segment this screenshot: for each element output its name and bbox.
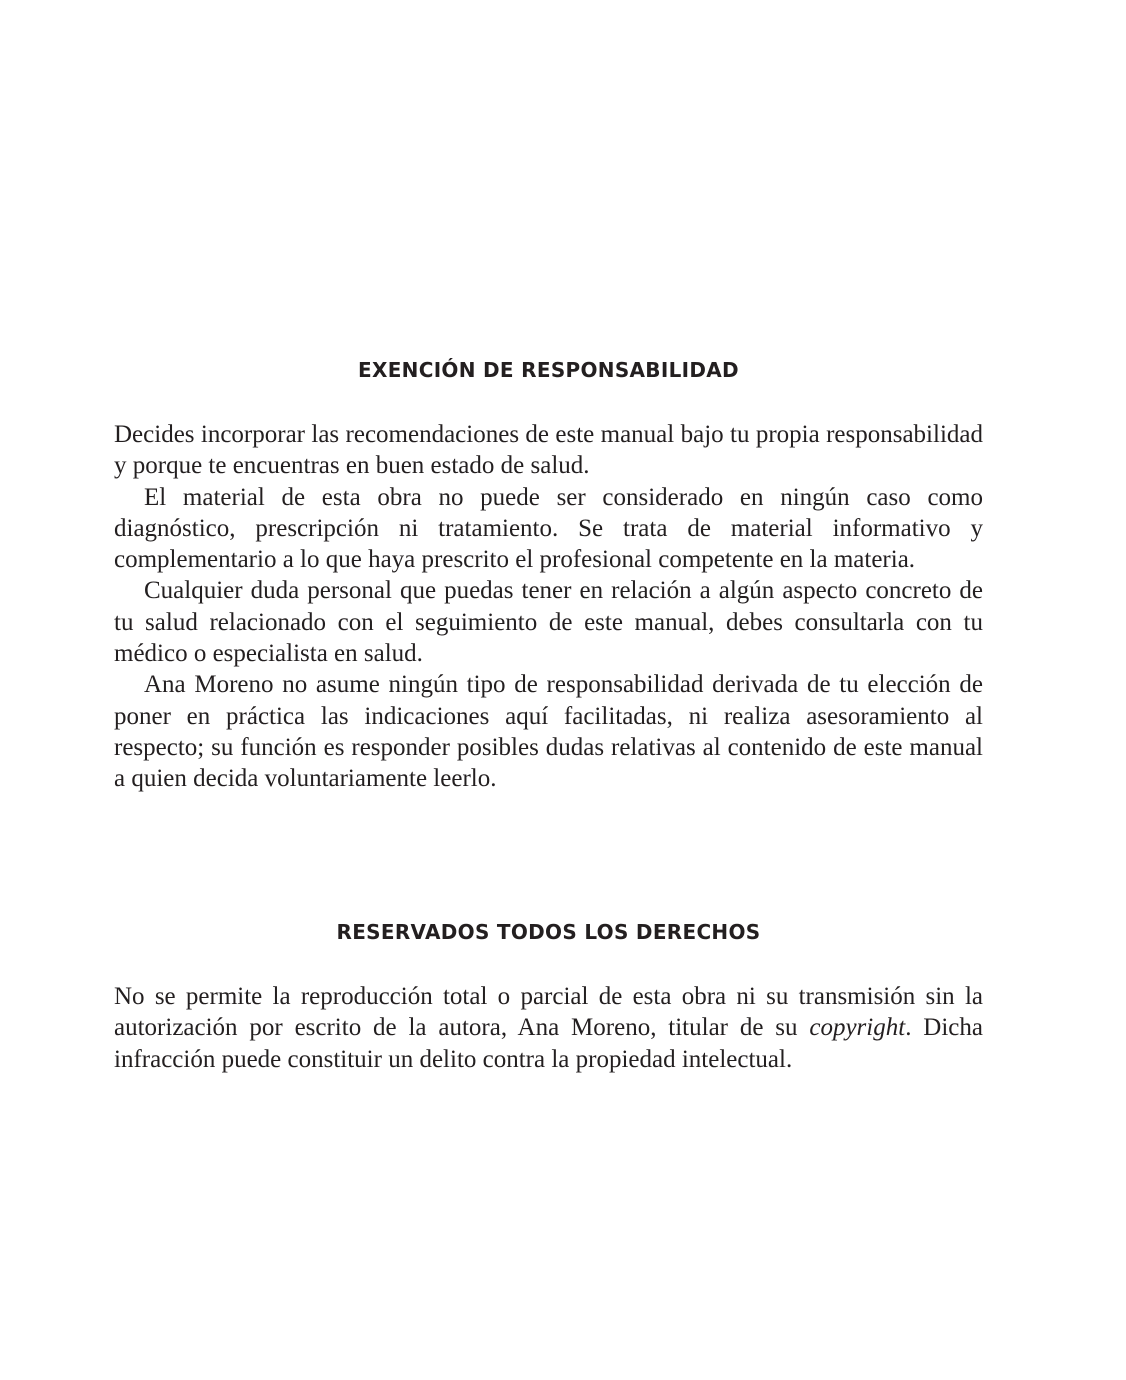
rights-text-start: No se permite la reproducción total o parcial de esta obra ni su transmisión sin la autorización por escrito de la autora, Ana Moreno, titular de su [114, 983, 983, 1042]
rights-body [114, 981, 983, 1075]
disclaimer-paragraph-2: El material de esta obra no puede ser considerado en ningún caso como diagnóstico, prescripción ni tratamiento. Se trata de material informativo y complementario a lo que haya prescrito el profesional competente en la materia. [114, 483, 983, 574]
disclaimer-heading: EXENCIÓN DE RESPONSABILIDAD [358, 358, 739, 382]
rights-text-end: . Dicha infracción puede constituir un delito contra la propiedad intelectual. [114, 1014, 983, 1073]
disclaimer-paragraph-3: Cualquier duda personal que puedas tener en relación a algún aspecto concreto de tu salud relacionado con el seguimiento de este manual, debes consultarla con tu médico o especialista en salud. [114, 577, 983, 668]
disclaimer-body [114, 419, 983, 795]
copyright-word: copyright [809, 1014, 906, 1042]
disclaimer-paragraph-1: Decides incorporar las recomendaciones de este manual bajo tu propia responsabilidad y porque te encuentras en buen estado de salud. [114, 421, 983, 480]
disclaimer-paragraph-4: Ana Moreno no asume ningún tipo de responsabilidad derivada de tu elección de poner en práctica las indicaciones aquí facilitadas, ni realiza asesoramiento al respecto; su función es responder posibles dudas relativas al contenido de este manual a quien decida voluntariamente leerlo. [114, 671, 983, 793]
rights-paragraph [114, 981, 983, 1075]
disclaimer-section [114, 355, 983, 795]
rights-section [114, 917, 983, 1075]
rights-heading: RESERVADOS TODOS LOS DERECHOS [336, 920, 761, 944]
